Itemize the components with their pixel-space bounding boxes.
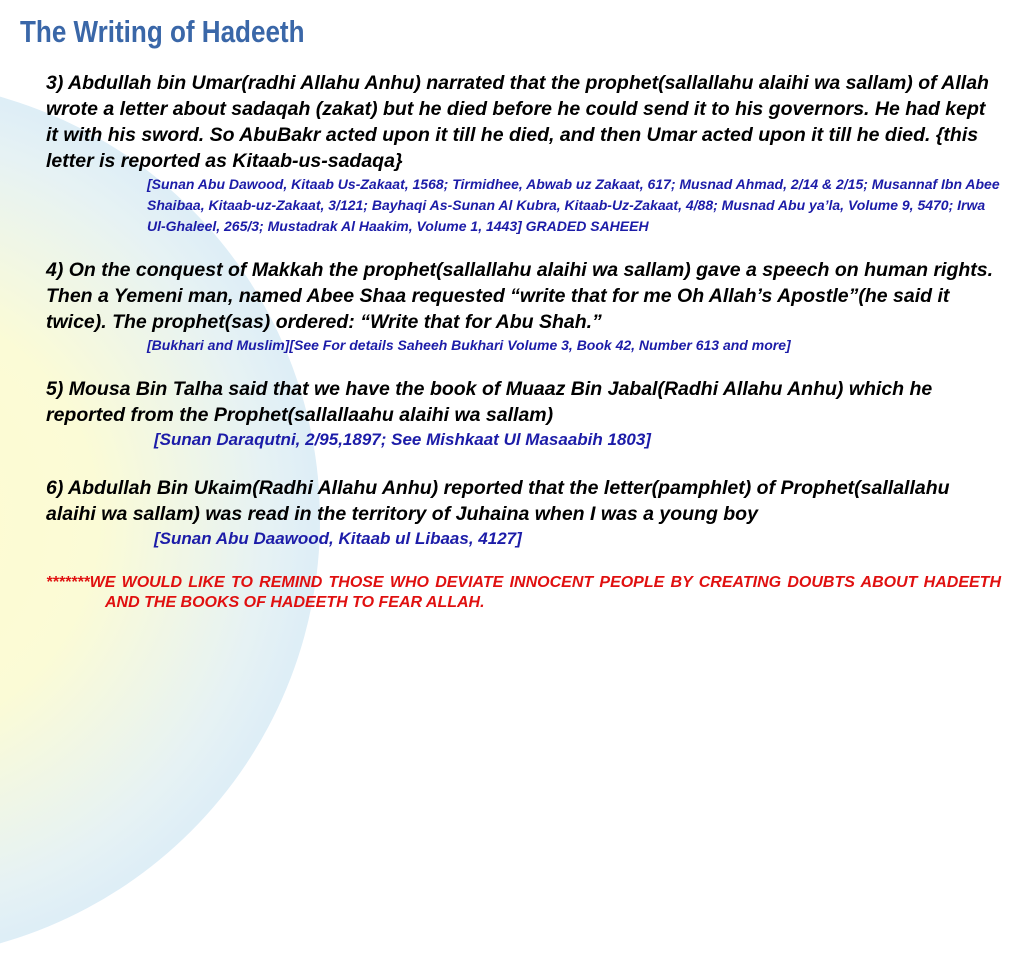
slide-title: The Writing of Hadeeth bbox=[20, 14, 305, 49]
hadeeth-item-3-reference: [Sunan Abu Dawood, Kitaab Us-Zakaat, 1568; Tirmidhee, Abwab uz Zakaat, 617; Musnad Ahmad, 2/14 & 2/15; Musannaf Ibn Abee Shaibaa, Kitaab-uz-Zakaat, 3/121; Bayhaqi As-Sunan Al Kubra, Kitaab-Uz-Zakaat, 4/88; Musnad Abu ya’la, Volume 9, 5470; Irwa Ul-Ghaleel, 265/3; Mustadrak Al Haakim, Volume 1, 1443] GRADED SAHEEH bbox=[147, 176, 1000, 234]
hadeeth-item-6: 6) Abdullah Bin Ukaim(Radhi Allahu Anhu) reported that the letter(pamphlet) of Prophet(sallallahu alaihi wa sallam) was read in the territory of Juhaina when I was a young boy bbox=[46, 477, 950, 525]
warning-note: *******WE WOULD LIKE TO REMIND THOSE WHO DEVIATE INNOCENT PEOPLE BY CREATING DOUBTS ABOUT HADEETH AND THE BOOKS OF HADEETH TO FEAR ALLAH. bbox=[46, 574, 1001, 611]
spacer bbox=[46, 452, 1001, 475]
slide-content bbox=[46, 70, 1001, 613]
hadeeth-item-4-reference: [Bukhari and Muslim][See For details Saheeh Bukhari Volume 3, Book 42, Number 613 and more] bbox=[147, 337, 791, 353]
hadeeth-item-6-reference: [Sunan Abu Daawood, Kitaab ul Libaas, 4127] bbox=[154, 529, 522, 548]
hadeeth-item-3: 3) Abdullah bin Umar(radhi Allahu Anhu) narrated that the prophet(sallallahu alaihi wa sallam) of Allah wrote a letter about sadaqah (zakat) but he died before he could send it to his governors. He had kept it with his sword. So AbuBakr acted upon it till he died, and then Umar acted upon it till he died. {this letter is reported as Kitaab-us-sadaqa} bbox=[46, 72, 989, 172]
hadeeth-item-4: 4) On the conquest of Makkah the prophet(sallallahu alaihi wa sallam) gave a speech on human rights. Then a Yemeni man, named Abee Shaa requested “write that for me Oh Allah’s Apostle”(he said it twice). The prophet(sas) ordered: “Write that for Abu Shah.” bbox=[46, 259, 994, 333]
spacer bbox=[46, 237, 1001, 257]
hadeeth-item-5: 5) Mousa Bin Talha said that we have the book of Muaaz Bin Jabal(Radhi Allahu Anhu) which he reported from the Prophet(sallallaahu alaihi wa sallam) bbox=[46, 378, 933, 426]
hadeeth-item-5-reference: [Sunan Daraqutni, 2/95,1897; See Mishkaat Ul Masaabih 1803] bbox=[154, 430, 651, 449]
spacer bbox=[46, 551, 1001, 573]
spacer bbox=[46, 356, 1001, 376]
